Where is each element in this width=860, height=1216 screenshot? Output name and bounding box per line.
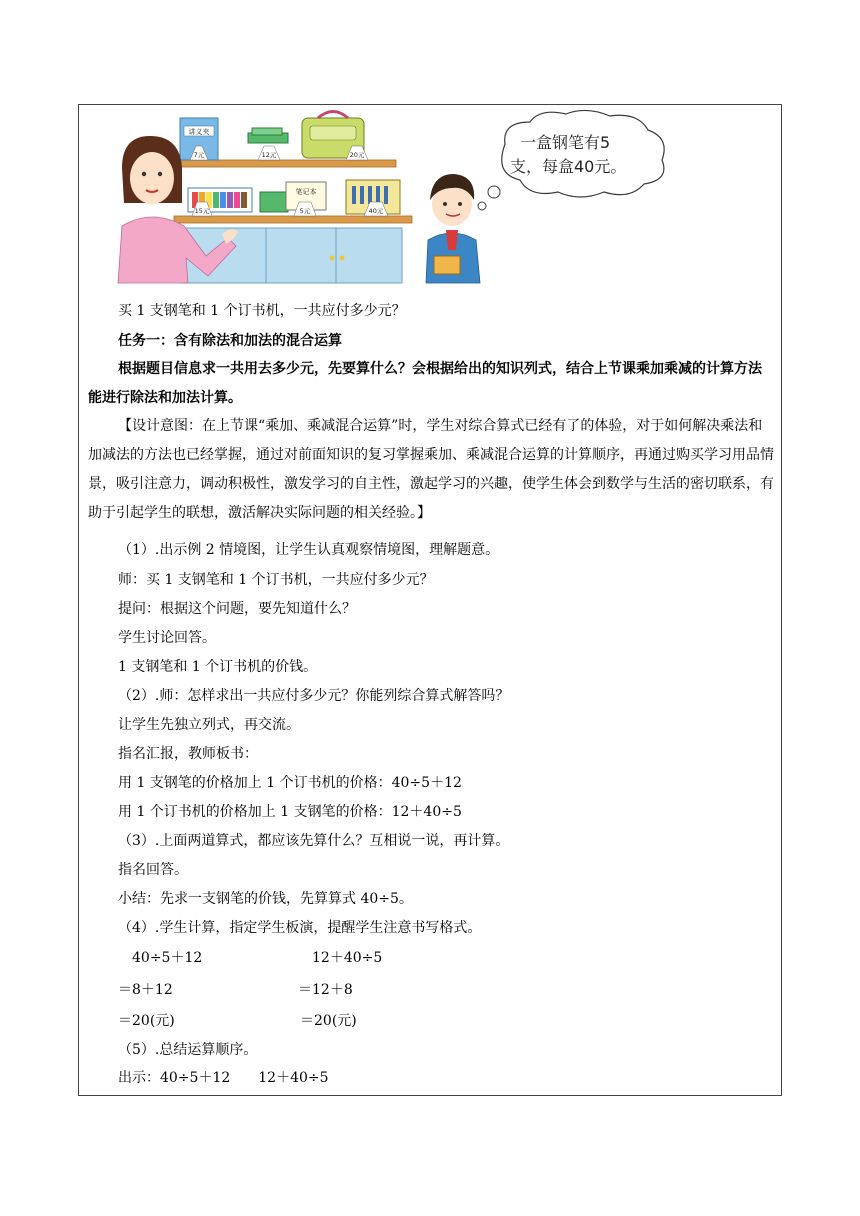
price-tag-12: 12元 <box>261 151 277 159</box>
show-line: 出示：40÷5＋12 12＋40÷5 <box>118 1070 329 1086</box>
boy-figure <box>426 174 480 283</box>
step-line-9: 用 1 支钢笔的价格加上 1 个订书机的价格：40÷5＋12 <box>118 775 462 791</box>
lower-shelf <box>174 216 412 223</box>
price-tag-7: 7元 <box>193 151 205 159</box>
speech-bubble <box>478 110 664 210</box>
calc-left-1: 40÷5＋12 <box>132 950 203 966</box>
step-line-2: 师：买 1 支钢笔和 1 个订书机，一共应付多少元？ <box>118 572 434 588</box>
question-line: 买 1 支钢笔和 1 个订书机，一共应付多少元？ <box>118 303 406 319</box>
step-line-14: （4）.学生计算，指定学生板演，提醒学生注意书写格式。 <box>118 920 482 936</box>
folder-name-label: 讲义夹 <box>188 128 210 136</box>
textbook-illustration <box>110 108 690 288</box>
task-title: 任务一：含有除法和加法的混合运算 <box>118 333 342 349</box>
price-tag-15: 15元 <box>194 207 210 215</box>
speech-bubble-line-2: 支，每盒40元。 <box>510 157 627 176</box>
speech-bubble-line-1: 一盒钢笔有5 <box>520 133 611 152</box>
calc-right-2: ＝12＋8 <box>298 982 353 998</box>
calc-right-3: ＝20(元) <box>300 1013 357 1029</box>
step-line-1: （1）.出示例 2 情境图，让学生认真观察情境图，理解题意。 <box>118 542 500 558</box>
notebook-name-label: 笔记本 <box>295 188 317 196</box>
step-line-4: 学生讨论回答。 <box>118 630 216 646</box>
task-description: 根据题目信息求一共用去多少元，先要算什么？会根据给出的知识列式，结合上节课乘加乘减的计算方法能进行除法和加法计算。 <box>88 361 762 406</box>
price-tag-40: 40元 <box>368 207 384 215</box>
step-line-13: 小结：先求一支钢笔的价钱，先算算式 40÷5。 <box>118 891 413 907</box>
notebook-stack <box>260 192 288 212</box>
step-line-6: （2）.师：怎样求出一共应付多少元？你能列综合算式解答吗？ <box>118 688 510 704</box>
price-tag-20: 20元 <box>349 151 365 159</box>
calc-left-2: ＝8＋12 <box>118 982 173 998</box>
step-line-11: （3）.上面两道算式，都应该先算什么？互相说一说，再计算。 <box>118 833 510 849</box>
step-line-12: 指名回答。 <box>118 862 188 878</box>
calc-left-3: ＝20(元) <box>118 1013 175 1029</box>
design-intent: 【设计意图：在上节课“乘加、乘减混合运算”时，学生对综合算式已经有了的体验，对于如何解决乘法和加减法的方法也已经掌握，通过对前面知识的复习掌握乘加、乘减混合运算的计算顺序，再通过购买学习用品情景，吸引注意力，调动积极性，激发学习的自主性，激起学习的兴趣，使学生体会到数学与生活的密切联系，有助于引起学生的联想，激活解决实际问题的相关经验。】 <box>88 418 774 521</box>
calc-right-1: 12＋40÷5 <box>312 950 383 966</box>
step-line-8: 指名汇报，教师板书： <box>118 746 258 762</box>
upper-shelf <box>174 160 396 167</box>
step-line-10: 用 1 个订书机的价格加上 1 支钢笔的价格：12＋40÷5 <box>118 804 462 820</box>
price-tag-5: 5元 <box>299 207 311 215</box>
summary-line: （5）.总结运算顺序。 <box>118 1042 258 1058</box>
step-line-3: 提问：根据这个问题，要先知道什么？ <box>118 601 356 617</box>
step-line-7: 让学生先独立列式，再交流。 <box>118 717 300 733</box>
step-line-5: 1 支钢笔和 1 个订书机的价钱。 <box>118 659 318 675</box>
